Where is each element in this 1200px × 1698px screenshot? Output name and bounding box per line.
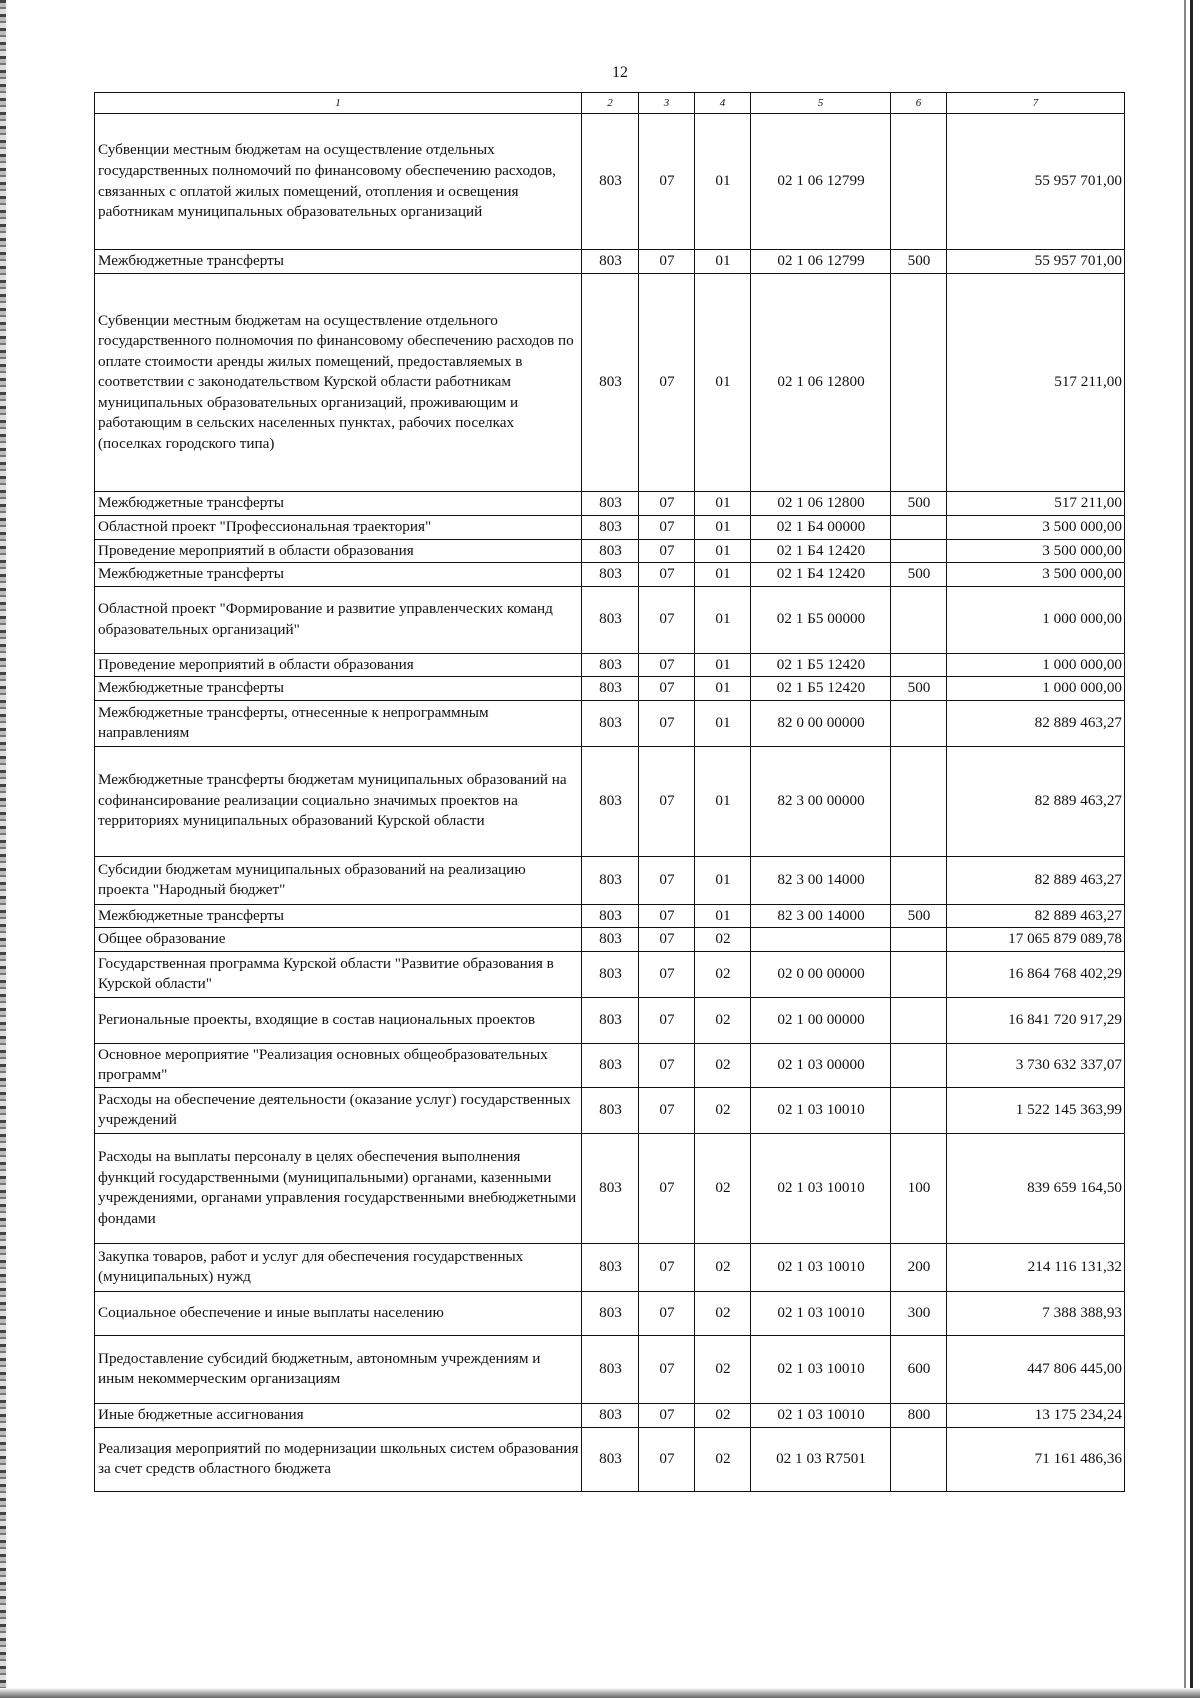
- table-row: [95, 1427, 1125, 1491]
- row-subsection: 02: [695, 1133, 751, 1243]
- row-target-article: 02 1 06 12800: [751, 274, 891, 492]
- row-name: Проведение мероприятий в области образования: [95, 653, 582, 677]
- row-expense-type: [891, 856, 947, 904]
- row-subsection: 02: [695, 1043, 751, 1087]
- row-subsection: 01: [695, 114, 751, 250]
- row-section: 07: [639, 951, 695, 997]
- row-target-article: 02 1 06 12800: [751, 492, 891, 516]
- row-section: 07: [639, 1243, 695, 1291]
- table-row: [95, 746, 1125, 856]
- row-subsection: 01: [695, 492, 751, 516]
- row-subsection: 01: [695, 904, 751, 928]
- row-target-article: 82 3 00 00000: [751, 746, 891, 856]
- row-subsection: 01: [695, 539, 751, 563]
- row-amount: 1 522 145 363,99: [947, 1087, 1125, 1133]
- row-target-article: 02 1 03 10010: [751, 1243, 891, 1291]
- row-admin-code: 803: [582, 928, 639, 952]
- header-col-2: 2: [582, 93, 639, 114]
- table-row: [95, 539, 1125, 563]
- row-expense-type: 500: [891, 250, 947, 274]
- row-target-article: 02 1 06 12799: [751, 114, 891, 250]
- row-target-article: 02 1 03 00000: [751, 1043, 891, 1087]
- row-expense-type: 200: [891, 1243, 947, 1291]
- row-section: 07: [639, 928, 695, 952]
- row-subsection: 02: [695, 1403, 751, 1427]
- row-subsection: 02: [695, 1243, 751, 1291]
- row-target-article: 02 1 Б4 12420: [751, 563, 891, 587]
- scan-edge-right: [1190, 0, 1193, 1698]
- row-name: Областной проект "Профессиональная траектория": [95, 516, 582, 540]
- row-section: 07: [639, 114, 695, 250]
- row-admin-code: 803: [582, 250, 639, 274]
- row-amount: 1 000 000,00: [947, 677, 1125, 701]
- row-admin-code: 803: [582, 114, 639, 250]
- row-target-article: 02 1 Б5 12420: [751, 677, 891, 701]
- row-expense-type: 500: [891, 677, 947, 701]
- table-row: [95, 1403, 1125, 1427]
- row-expense-type: 500: [891, 563, 947, 587]
- row-expense-type: [891, 114, 947, 250]
- row-admin-code: 803: [582, 274, 639, 492]
- row-name: Общее образование: [95, 928, 582, 952]
- table-row: [95, 677, 1125, 701]
- row-subsection: 02: [695, 1291, 751, 1335]
- row-name: Межбюджетные трансферты: [95, 904, 582, 928]
- page-number: 12: [612, 64, 628, 81]
- row-name: Областной проект "Формирование и развитие управленческих команд образовательных организаций": [95, 586, 582, 653]
- row-expense-type: [891, 928, 947, 952]
- row-target-article: [751, 928, 891, 952]
- row-subsection: 02: [695, 1087, 751, 1133]
- row-admin-code: 803: [582, 677, 639, 701]
- row-amount: 16 841 720 917,29: [947, 997, 1125, 1043]
- row-name: Субвенции местным бюджетам на осуществление отдельных государственных полномочий по финансовому обеспечению расходов, связанных с оплатой жилых помещений, отопления и освещения работникам муниципальных образовательных организаций: [95, 114, 582, 250]
- row-subsection: 01: [695, 250, 751, 274]
- row-name: Основное мероприятие "Реализация основных общеобразовательных программ": [95, 1043, 582, 1087]
- row-admin-code: 803: [582, 1403, 639, 1427]
- table-row: [95, 1291, 1125, 1335]
- row-target-article: 82 0 00 00000: [751, 700, 891, 746]
- row-amount: 3 500 000,00: [947, 539, 1125, 563]
- row-amount: 16 864 768 402,29: [947, 951, 1125, 997]
- row-expense-type: [891, 700, 947, 746]
- row-section: 07: [639, 1133, 695, 1243]
- budget-table: [94, 92, 1125, 1492]
- row-amount: 1 000 000,00: [947, 586, 1125, 653]
- row-admin-code: 803: [582, 1427, 639, 1491]
- row-name: Межбюджетные трансферты: [95, 250, 582, 274]
- row-section: 07: [639, 1403, 695, 1427]
- row-section: 07: [639, 1043, 695, 1087]
- table-row: [95, 492, 1125, 516]
- row-section: 07: [639, 1291, 695, 1335]
- row-name: Межбюджетные трансферты: [95, 563, 582, 587]
- row-expense-type: [891, 1427, 947, 1491]
- row-name: Расходы на обеспечение деятельности (оказание услуг) государственных учреждений: [95, 1087, 582, 1133]
- table-row: [95, 1087, 1125, 1133]
- row-name: Реализация мероприятий по модернизации школьных систем образования за счет средств областного бюджета: [95, 1427, 582, 1491]
- row-section: 07: [639, 492, 695, 516]
- row-expense-type: [891, 1087, 947, 1133]
- row-name: Предоставление субсидий бюджетным, автономным учреждениям и иным некоммерческим организациям: [95, 1335, 582, 1403]
- row-target-article: 02 1 03 R7501: [751, 1427, 891, 1491]
- scan-edge-left: [0, 0, 6, 1698]
- row-subsection: 02: [695, 1335, 751, 1403]
- scan-edge-right-inner: [1184, 0, 1186, 1698]
- row-name: Субсидии бюджетам муниципальных образований на реализацию проекта "Народный бюджет": [95, 856, 582, 904]
- row-target-article: 82 3 00 14000: [751, 904, 891, 928]
- table-row: [95, 274, 1125, 492]
- scan-edge-bottom: [0, 1688, 1200, 1698]
- row-section: 07: [639, 250, 695, 274]
- row-subsection: 02: [695, 1427, 751, 1491]
- table-row: [95, 904, 1125, 928]
- row-subsection: 01: [695, 516, 751, 540]
- row-amount: 3 500 000,00: [947, 516, 1125, 540]
- row-admin-code: 803: [582, 1133, 639, 1243]
- row-expense-type: [891, 746, 947, 856]
- header-col-1: 1: [95, 93, 582, 114]
- row-amount: 214 116 131,32: [947, 1243, 1125, 1291]
- row-section: 07: [639, 274, 695, 492]
- table-row: [95, 114, 1125, 250]
- table-row: [95, 653, 1125, 677]
- row-subsection: 01: [695, 746, 751, 856]
- row-target-article: 02 1 Б5 00000: [751, 586, 891, 653]
- row-section: 07: [639, 653, 695, 677]
- row-name: Проведение мероприятий в области образования: [95, 539, 582, 563]
- row-target-article: 02 1 03 10010: [751, 1335, 891, 1403]
- row-subsection: 02: [695, 951, 751, 997]
- row-target-article: 02 1 03 10010: [751, 1291, 891, 1335]
- row-section: 07: [639, 746, 695, 856]
- row-subsection: 01: [695, 700, 751, 746]
- row-admin-code: 803: [582, 653, 639, 677]
- row-name: Межбюджетные трансферты бюджетам муниципальных образований на софинансирование реализации социально значимых проектов на территориях муниципальных образований Курской области: [95, 746, 582, 856]
- row-amount: 517 211,00: [947, 492, 1125, 516]
- row-target-article: 82 3 00 14000: [751, 856, 891, 904]
- row-expense-type: 500: [891, 904, 947, 928]
- header-col-7: 7: [947, 93, 1125, 114]
- row-admin-code: 803: [582, 904, 639, 928]
- row-subsection: 01: [695, 563, 751, 587]
- row-amount: 55 957 701,00: [947, 250, 1125, 274]
- row-amount: 3 500 000,00: [947, 563, 1125, 587]
- row-name: Иные бюджетные ассигнования: [95, 1403, 582, 1427]
- row-expense-type: 100: [891, 1133, 947, 1243]
- row-admin-code: 803: [582, 492, 639, 516]
- row-admin-code: 803: [582, 586, 639, 653]
- table-row: [95, 586, 1125, 653]
- table-row: [95, 516, 1125, 540]
- row-name: Межбюджетные трансферты, отнесенные к непрограммным направлениям: [95, 700, 582, 746]
- row-subsection: 01: [695, 274, 751, 492]
- row-subsection: 01: [695, 677, 751, 701]
- table-row: [95, 563, 1125, 587]
- row-name: Межбюджетные трансферты: [95, 492, 582, 516]
- header-col-5: 5: [751, 93, 891, 114]
- table-row: [95, 1335, 1125, 1403]
- row-target-article: 02 1 03 10010: [751, 1403, 891, 1427]
- row-name: Субвенции местным бюджетам на осуществление отдельного государственного полномочия по финансовому обеспечению расходов по оплате стоимости аренды жилых помещений, предоставляемых в соответствии с законодательством Курской области работникам муниципальных образовательных организаций, проживающим и работающим в сельских населенных пунктах, рабочих поселках (поселках городского типа): [95, 274, 582, 492]
- row-amount: 82 889 463,27: [947, 856, 1125, 904]
- row-target-article: 02 0 00 00000: [751, 951, 891, 997]
- row-name: Межбюджетные трансферты: [95, 677, 582, 701]
- header-col-4: 4: [695, 93, 751, 114]
- row-admin-code: 803: [582, 951, 639, 997]
- table-row: [95, 1133, 1125, 1243]
- row-expense-type: 300: [891, 1291, 947, 1335]
- row-subsection: 02: [695, 928, 751, 952]
- row-amount: 17 065 879 089,78: [947, 928, 1125, 952]
- row-name: Государственная программа Курской области "Развитие образования в Курской области": [95, 951, 582, 997]
- row-name: Расходы на выплаты персоналу в целях обеспечения выполнения функций государственными (муниципальными) органами, казенными учреждениями, органами управления государственными внебюджетными фондами: [95, 1133, 582, 1243]
- row-section: 07: [639, 539, 695, 563]
- table-body: [95, 93, 1125, 1492]
- row-section: 07: [639, 516, 695, 540]
- row-expense-type: [891, 951, 947, 997]
- row-admin-code: 803: [582, 997, 639, 1043]
- row-expense-type: [891, 274, 947, 492]
- row-expense-type: 500: [891, 492, 947, 516]
- header-row: [95, 93, 1125, 114]
- row-subsection: 01: [695, 653, 751, 677]
- row-expense-type: 600: [891, 1335, 947, 1403]
- row-amount: 839 659 164,50: [947, 1133, 1125, 1243]
- table-row: [95, 1243, 1125, 1291]
- table-row: [95, 700, 1125, 746]
- row-subsection: 01: [695, 856, 751, 904]
- row-amount: 55 957 701,00: [947, 114, 1125, 250]
- row-admin-code: 803: [582, 746, 639, 856]
- row-target-article: 02 1 Б4 12420: [751, 539, 891, 563]
- row-amount: 13 175 234,24: [947, 1403, 1125, 1427]
- row-admin-code: 803: [582, 1243, 639, 1291]
- row-section: 07: [639, 904, 695, 928]
- row-amount: 82 889 463,27: [947, 700, 1125, 746]
- row-section: 07: [639, 563, 695, 587]
- table-row: [95, 1043, 1125, 1087]
- row-expense-type: [891, 1043, 947, 1087]
- row-admin-code: 803: [582, 1087, 639, 1133]
- table-row: [95, 856, 1125, 904]
- row-admin-code: 803: [582, 1043, 639, 1087]
- row-admin-code: 803: [582, 1291, 639, 1335]
- row-amount: 3 730 632 337,07: [947, 1043, 1125, 1087]
- row-target-article: 02 1 Б5 12420: [751, 653, 891, 677]
- row-expense-type: [891, 516, 947, 540]
- row-target-article: 02 1 03 10010: [751, 1087, 891, 1133]
- row-section: 07: [639, 700, 695, 746]
- row-expense-type: [891, 586, 947, 653]
- row-target-article: 02 1 03 10010: [751, 1133, 891, 1243]
- table-row: [95, 997, 1125, 1043]
- header-col-6: 6: [891, 93, 947, 114]
- table-row: [95, 951, 1125, 997]
- row-amount: 447 806 445,00: [947, 1335, 1125, 1403]
- row-amount: 82 889 463,27: [947, 746, 1125, 856]
- row-admin-code: 803: [582, 700, 639, 746]
- row-amount: 71 161 486,36: [947, 1427, 1125, 1491]
- row-name: Социальное обеспечение и иные выплаты населению: [95, 1291, 582, 1335]
- table-row: [95, 250, 1125, 274]
- row-section: 07: [639, 1335, 695, 1403]
- row-name: Закупка товаров, работ и услуг для обеспечения государственных (муниципальных) нужд: [95, 1243, 582, 1291]
- row-subsection: 01: [695, 586, 751, 653]
- row-target-article: 02 1 06 12799: [751, 250, 891, 274]
- row-subsection: 02: [695, 997, 751, 1043]
- row-section: 07: [639, 1427, 695, 1491]
- row-admin-code: 803: [582, 516, 639, 540]
- row-section: 07: [639, 997, 695, 1043]
- row-admin-code: 803: [582, 856, 639, 904]
- row-admin-code: 803: [582, 563, 639, 587]
- row-amount: 1 000 000,00: [947, 653, 1125, 677]
- row-section: 07: [639, 586, 695, 653]
- row-admin-code: 803: [582, 539, 639, 563]
- header-col-3: 3: [639, 93, 695, 114]
- row-expense-type: [891, 539, 947, 563]
- row-expense-type: [891, 653, 947, 677]
- row-amount: 7 388 388,93: [947, 1291, 1125, 1335]
- row-section: 07: [639, 856, 695, 904]
- row-section: 07: [639, 1087, 695, 1133]
- row-section: 07: [639, 677, 695, 701]
- row-amount: 82 889 463,27: [947, 904, 1125, 928]
- row-name: Региональные проекты, входящие в состав национальных проектов: [95, 997, 582, 1043]
- row-amount: 517 211,00: [947, 274, 1125, 492]
- row-admin-code: 803: [582, 1335, 639, 1403]
- row-target-article: 02 1 00 00000: [751, 997, 891, 1043]
- row-expense-type: 800: [891, 1403, 947, 1427]
- row-target-article: 02 1 Б4 00000: [751, 516, 891, 540]
- row-expense-type: [891, 997, 947, 1043]
- table-row: [95, 928, 1125, 952]
